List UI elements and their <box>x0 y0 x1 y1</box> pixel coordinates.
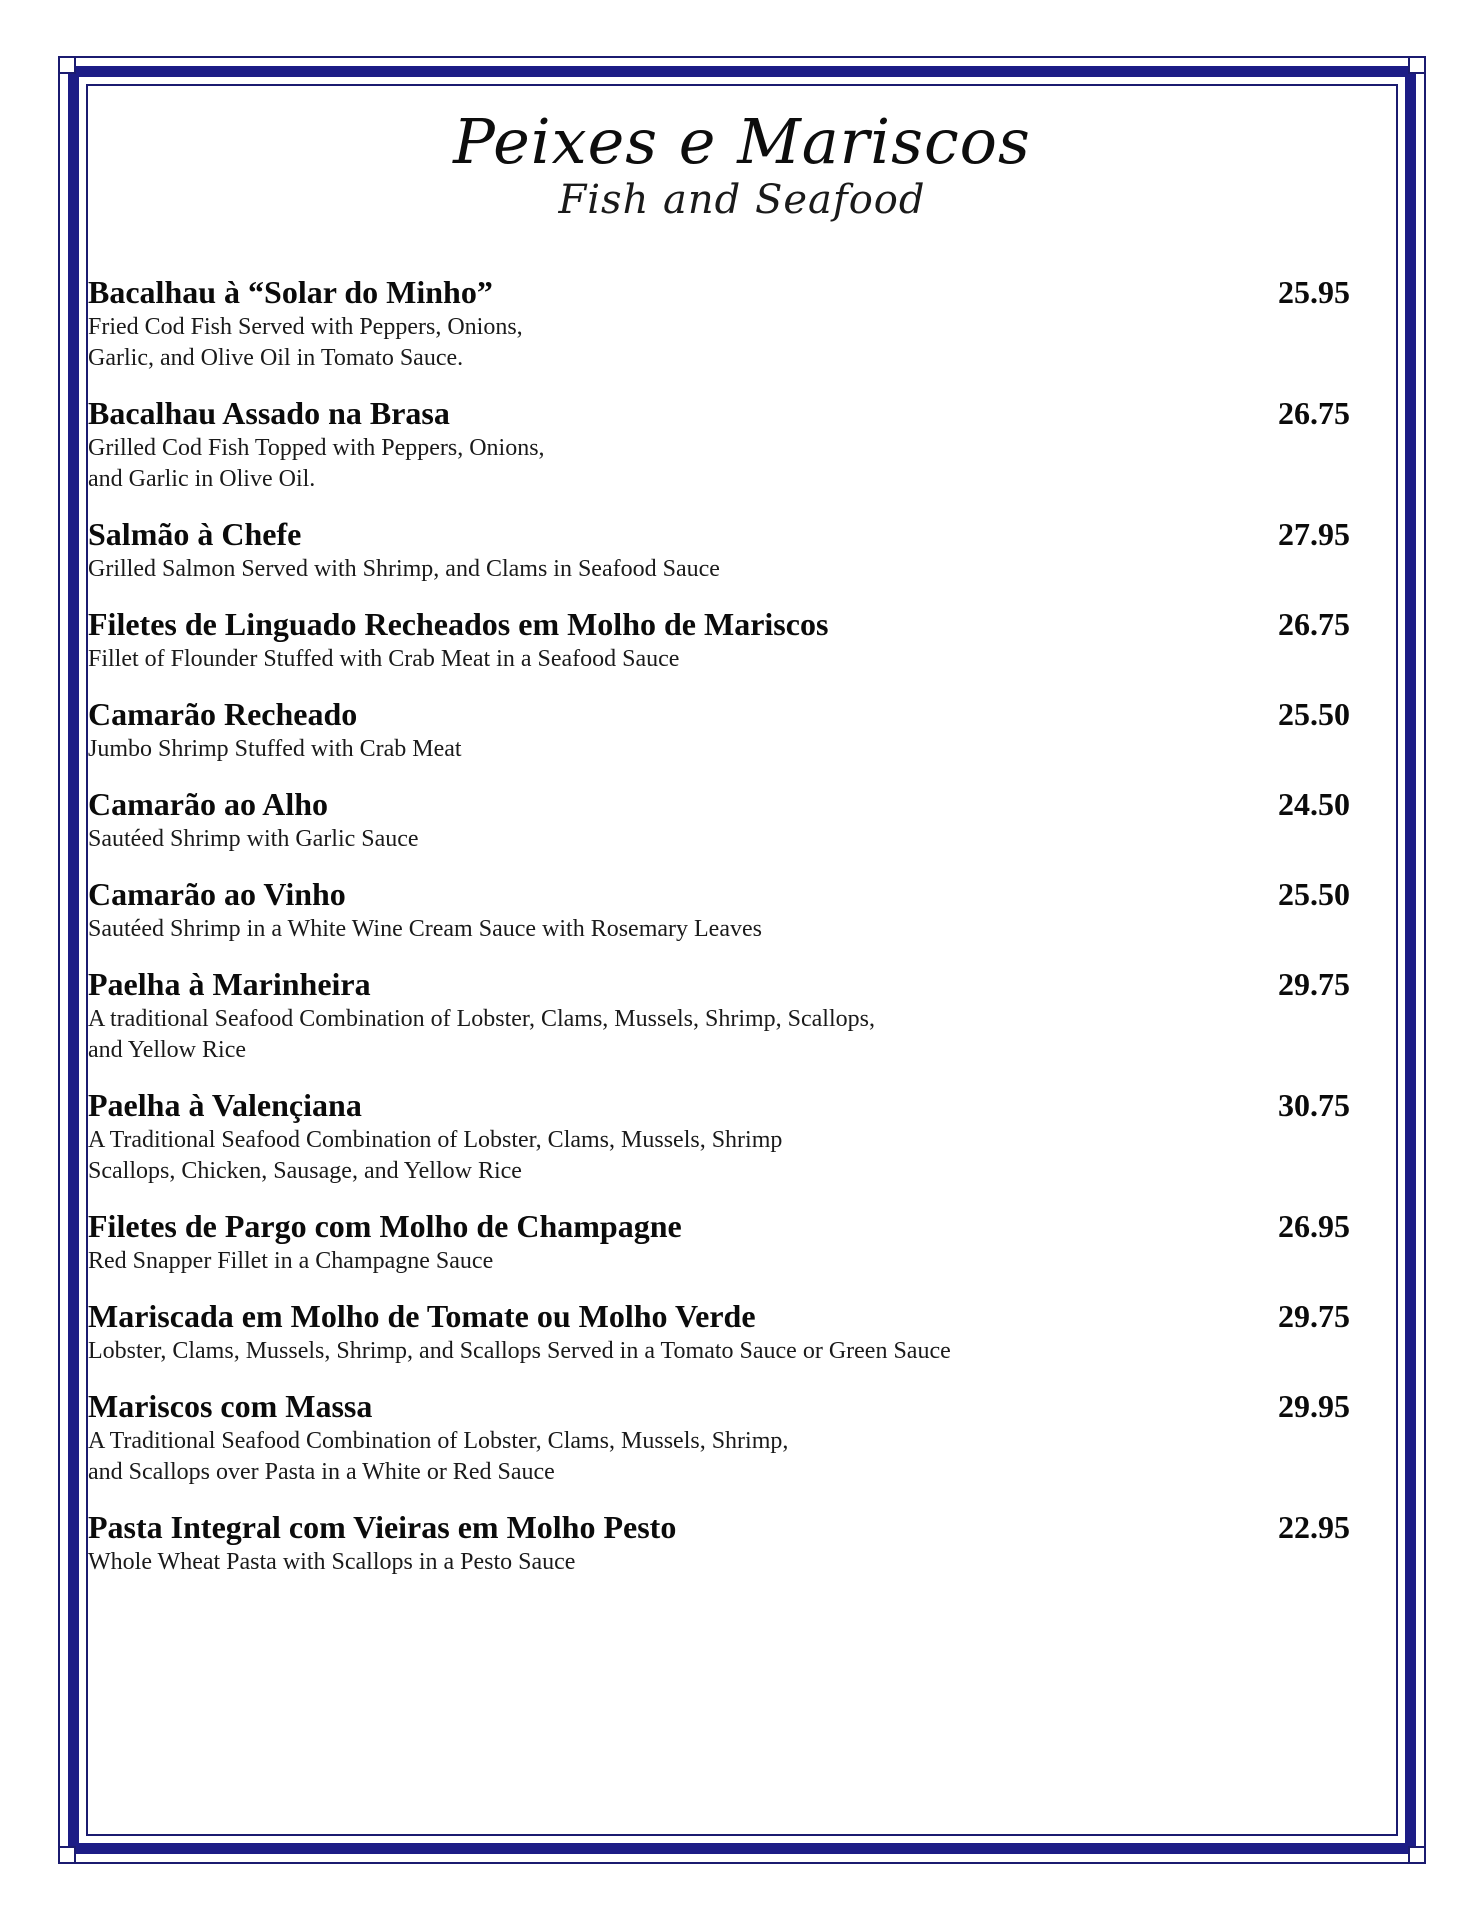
menu-item <box>88 784 1350 855</box>
dish-description: Garlic, and Olive Oil in Tomato Sauce. <box>88 345 464 371</box>
dish-description: Grilled Salmon Served with Shrimp, and Clams in Seafood Sauce <box>88 556 720 582</box>
menu-item <box>88 1206 1350 1277</box>
dish-price: 26.75 <box>1278 395 1350 431</box>
dish-price: 27.95 <box>1278 516 1350 552</box>
dish-description: and Yellow Rice <box>88 1037 246 1063</box>
dish-description: A traditional Seafood Combination of Lobster, Clams, Mussels, Shrimp, Scallops, <box>88 1006 875 1032</box>
menu-list <box>88 272 1350 1597</box>
menu-item <box>88 964 1350 1066</box>
menu-subtitle: Fish and Seafood <box>558 177 926 223</box>
dish-name: Filetes de Linguado Recheados em Molho de Mariscos <box>88 606 829 642</box>
dish-price: 29.75 <box>1278 1298 1350 1334</box>
dish-price: 26.95 <box>1278 1208 1350 1244</box>
dish-description: A Traditional Seafood Combination of Lobster, Clams, Mussels, Shrimp, <box>88 1428 789 1454</box>
menu-item <box>88 1085 1350 1187</box>
dish-name: Salmão à Chefe <box>88 516 302 552</box>
dish-description: Lobster, Clams, Mussels, Shrimp, and Scallops Served in a Tomato Sauce or Green Sauce <box>88 1338 951 1364</box>
dish-description: Scallops, Chicken, Sausage, and Yellow Rice <box>88 1158 522 1184</box>
dish-description: and Garlic in Olive Oil. <box>88 466 316 492</box>
dish-description: Grilled Cod Fish Topped with Peppers, Onions, <box>88 435 545 461</box>
dish-name: Camarão ao Alho <box>88 786 328 822</box>
dish-price: 22.95 <box>1278 1509 1350 1545</box>
dish-name: Camarão Recheado <box>88 696 358 732</box>
dish-name: Camarão ao Vinho <box>88 876 346 912</box>
dish-description: Fillet of Flounder Stuffed with Crab Meat in a Seafood Sauce <box>88 646 680 672</box>
menu-item <box>88 272 1350 374</box>
dish-description: and Scallops over Pasta in a White or Red Sauce <box>88 1459 555 1485</box>
border-corner-ornament <box>1408 56 1426 74</box>
dish-price: 24.50 <box>1278 786 1350 822</box>
dish-name: Paelha à Valençiana <box>88 1087 362 1123</box>
border-corner-ornament <box>58 56 76 74</box>
dish-name: Paelha à Marinheira <box>88 966 371 1002</box>
dish-description: Sautéed Shrimp in a White Wine Cream Sauce with Rosemary Leaves <box>88 916 762 942</box>
dish-price: 29.95 <box>1278 1388 1350 1424</box>
menu-title: Peixes e Mariscos <box>453 105 1031 178</box>
dish-description: Fried Cod Fish Served with Peppers, Onions, <box>88 314 523 340</box>
dish-description: Whole Wheat Pasta with Scallops in a Pesto Sauce <box>88 1549 576 1575</box>
dish-price: 29.75 <box>1278 966 1350 1002</box>
dish-name: Pasta Integral com Vieiras em Molho Pesto <box>88 1509 677 1545</box>
dish-price: 25.50 <box>1278 876 1350 912</box>
dish-description: Red Snapper Fillet in a Champagne Sauce <box>88 1248 494 1274</box>
dish-price: 30.75 <box>1278 1087 1350 1123</box>
menu-item <box>88 393 1350 495</box>
dish-price: 25.95 <box>1278 274 1350 310</box>
menu-item <box>88 1507 1350 1578</box>
dish-name: Mariscos com Massa <box>88 1388 373 1424</box>
border-corner-ornament <box>1408 1846 1426 1864</box>
dish-description: Sautéed Shrimp with Garlic Sauce <box>88 826 419 852</box>
dish-name: Filetes de Pargo com Molho de Champagne <box>88 1208 682 1244</box>
border-corner-ornament <box>58 1846 76 1864</box>
dish-name: Bacalhau Assado na Brasa <box>88 395 450 431</box>
menu-item <box>88 604 1350 675</box>
dish-description: A Traditional Seafood Combination of Lobster, Clams, Mussels, Shrimp <box>88 1127 783 1153</box>
menu-item <box>88 514 1350 585</box>
menu-item <box>88 1386 1350 1488</box>
menu-item <box>88 694 1350 765</box>
menu-item <box>88 1296 1350 1367</box>
menu-item <box>88 874 1350 945</box>
dish-price: 26.75 <box>1278 606 1350 642</box>
dish-name: Bacalhau à “Solar do Minho” <box>88 274 493 310</box>
dish-price: 25.50 <box>1278 696 1350 732</box>
dish-description: Jumbo Shrimp Stuffed with Crab Meat <box>88 736 462 762</box>
dish-name: Mariscada em Molho de Tomate ou Molho Verde <box>88 1298 756 1334</box>
